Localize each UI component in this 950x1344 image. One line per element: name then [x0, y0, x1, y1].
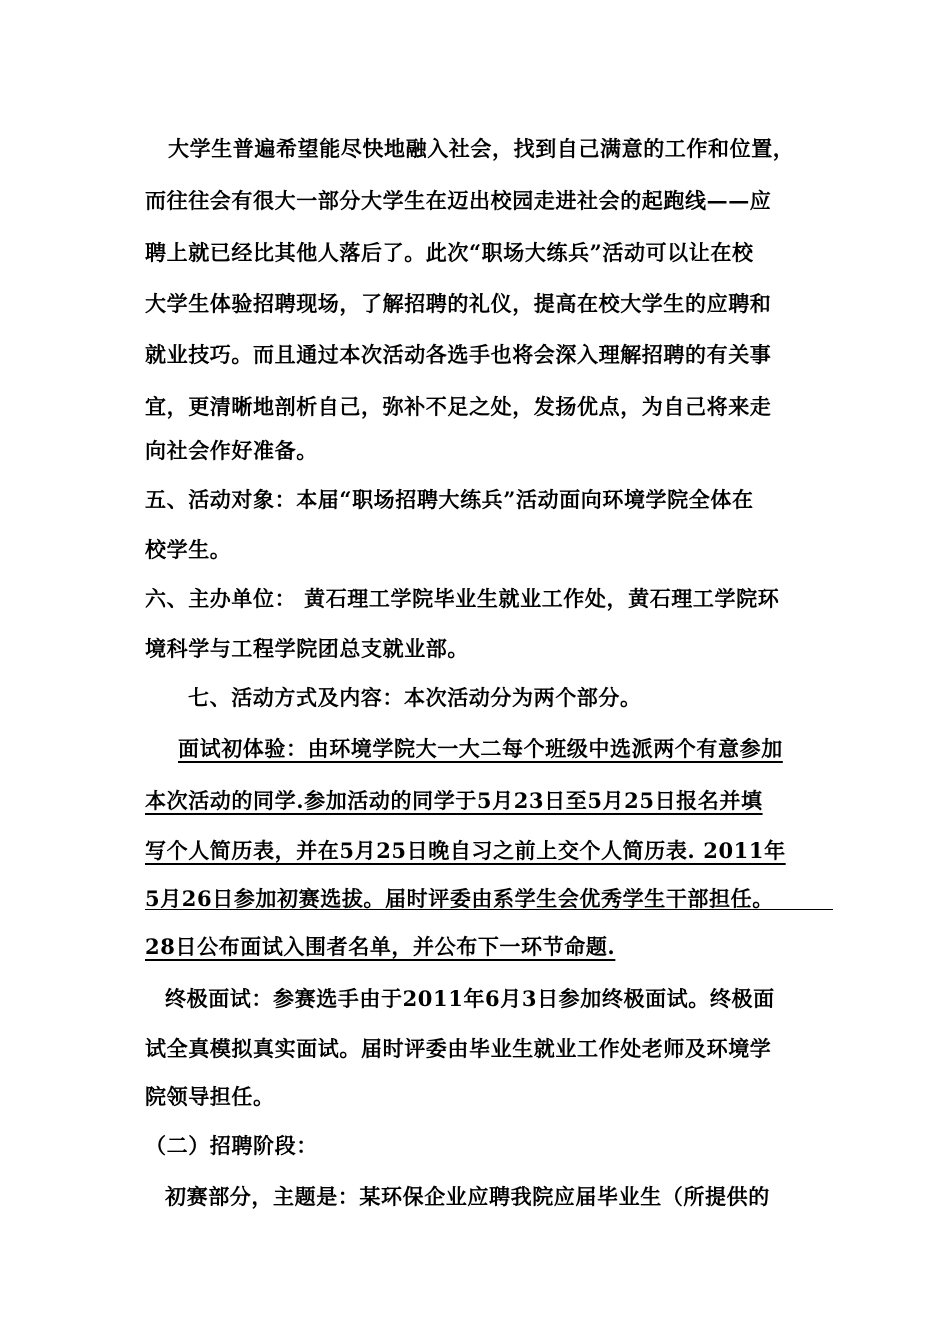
- paragraph-line: 初赛部分，主题是：某环保企业应聘我院应届毕业生（所提供的: [165, 1184, 770, 1209]
- paragraph-line: 而往往会有很大一部分大学生在迈出校园走进社会的起跑线——应: [145, 188, 772, 213]
- paragraph-line: 大学生体验招聘现场，了解招聘的礼仪，提高在校大学生的应聘和: [145, 291, 772, 316]
- paragraph-line: 宜，更清晰地剖析自己，弥补不足之处，发扬优点，为自己将来走: [145, 394, 772, 419]
- paragraph-line: 大学生普遍希望能尽快地融入社会，找到自己满意的工作和位置，: [168, 136, 795, 161]
- underlined-line: 本次活动的同学.参加活动的同学于5月23日至5月25日报名并填: [145, 788, 763, 813]
- paragraph-line: 校学生。: [145, 537, 232, 562]
- underlined-line: 5月26日参加初赛选拔。届时评委由系学生会优秀学生干部担任。: [145, 886, 774, 911]
- section-five-heading: 五、活动对象：本届“职场招聘大练兵”活动面向环境学院全体在: [145, 487, 754, 512]
- underlined-line: 面试初体验：由环境学院大一大二每个班级中选派两个有意参加: [178, 736, 783, 761]
- paragraph-line: 终极面试：参赛选手由于2011年6月3日参加终极面试。终极面: [165, 986, 775, 1011]
- paragraph-line: 院领导担任。: [145, 1084, 275, 1109]
- paragraph-line: 向社会作好准备。: [145, 438, 318, 463]
- paragraph-line: 境科学与工程学院团总支就业部。: [145, 636, 469, 661]
- underline-rule: [145, 909, 833, 910]
- section-seven-heading: 七、活动方式及内容：本次活动分为两个部分。: [188, 685, 642, 710]
- paragraph-line: 就业技巧。而且通过本次活动各选手也将会深入理解招聘的有关事: [145, 342, 772, 367]
- underlined-line: 28日公布面试入围者名单，并公布下一环节命题.: [145, 934, 616, 959]
- paragraph-line: 试全真模拟真实面试。届时评委由毕业生就业工作处老师及环境学: [145, 1036, 772, 1061]
- section-six-heading: 六、主办单位： 黄石理工学院毕业生就业工作处，黄石理工学院环: [145, 586, 780, 611]
- underlined-line: 写个人简历表，并在5月25日晚自习之前上交个人简历表. 2011年: [145, 838, 786, 863]
- paragraph-line: 聘上就已经比其他人落后了。此次“职场大练兵”活动可以让在校: [145, 240, 754, 265]
- subsection-heading: （二）招聘阶段：: [145, 1133, 318, 1158]
